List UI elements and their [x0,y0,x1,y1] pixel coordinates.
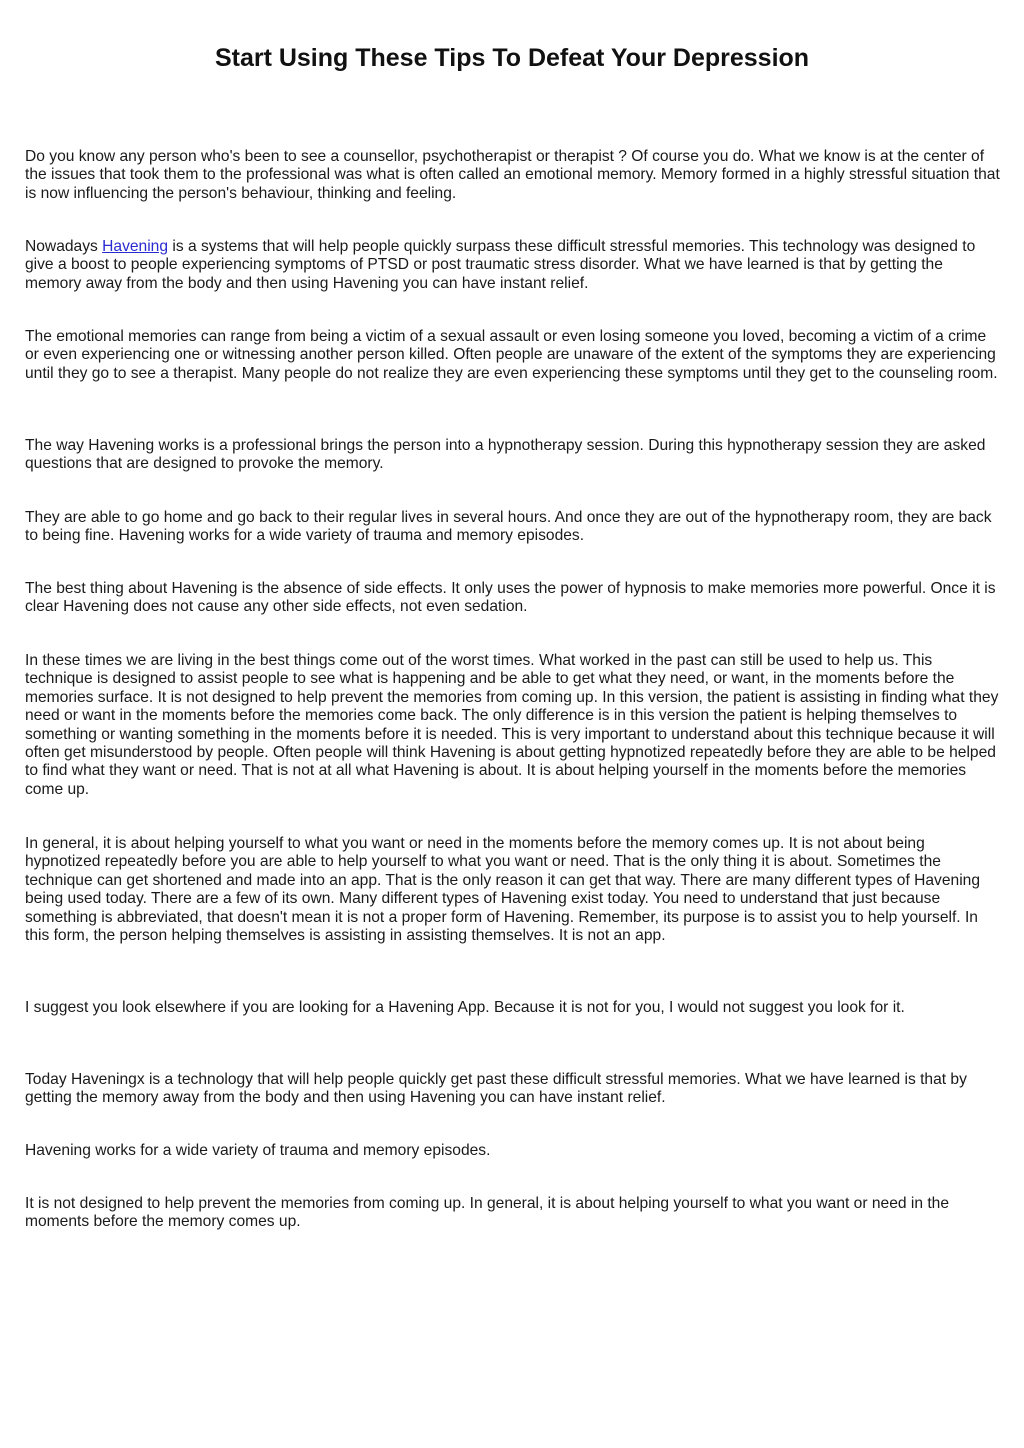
paragraph-2-text-end: is a systems that will help people quickly surpass these difficult stressful memories. This technology was designed to give a boost to people experiencing symptoms of PTSD or post traumatic stress disorder. What we have learned is that by getting the memory away from the body and then using Havening you can have instant relief. [25,238,976,292]
paragraph-2-text-start: Nowadays [25,238,103,255]
page-title: Start Using These Tips To Defeat Your Depression [214,44,810,72]
paragraph-4: The way Havening works is a professional brings the person into a hypnotherapy session. During this hypnotherapy session they are asked questions that are designed to provoke the memory. [25,437,986,473]
havening-link[interactable]: Havening [102,238,169,255]
paragraph-12: It is not designed to help prevent the memories from coming up. In general, it is about helping yourself to what you want or need in the moments before the memory comes up. [25,1195,950,1231]
paragraph-5: They are able to go home and go back to their regular lives in several hours. And once they are out of the hypnotherapy room, they are back to being fine. Havening works for a wide variety of trauma and memory episodes. [25,509,992,545]
paragraph-11: Havening works for a wide variety of trauma and memory episodes. [25,1142,491,1159]
paragraph-1: Do you know any person who's been to see a counsellor, psychotherapist or therapist ? Of course you do. What we know is at the center of the issues that took them to the professional was what is often called an emotional memory. Memory formed in a highly stressful situation that is now influencing the person's behaviour, thinking and feeling. [25,148,1000,202]
paragraph-9: I suggest you look elsewhere if you are looking for a Havening App. Because it is not for you, I would not suggest you look for it. [25,999,905,1016]
paragraph-6: The best thing about Havening is the absence of side effects. It only uses the power of hypnosis to make memories more powerful. Once it is clear Havening does not cause any other side effects, not even sedation. [25,580,996,616]
paragraph-3: The emotional memories can range from being a victim of a sexual assault or even losing someone you loved, becoming a victim of a crime or even experiencing one or witnessing another person killed. Often people are unaware of the extent of the symptoms they are experiencing until they go to see a therapist. Many people do not realize they are even experiencing these symptoms until they get to the counseling room. [25,328,998,382]
paragraph-7: In these times we are living in the best things come out of the worst times. What worked in the past can still be used to help us. This technique is designed to assist people to see what is happening and be able to get what they need, or want, in the moments before the memories surface. It is not designed to help prevent the memories from coming up. In this version, the patient is assisting in finding what they need or want in the moments before the memories come back. The only difference is in this version the patient is helping themselves to something or wanting something in the moments before it is needed. This is very important to understand about this technique because it will often get misunderstood by people. Often people will think Havening is about getting hypnotized repeatedly before they are able to be helped to find what they want or need. That is not at all what Havening is about. It is about helping yourself in the moments before the memories come up. [25,652,999,798]
paragraph-10: Today Haveningx is a technology that will help people quickly get past these difficult stressful memories. What we have learned is that by getting the memory away from the body and then using Havening you can have instant relief. [25,1071,967,1107]
paragraph-8: In general, it is about helping yourself to what you want or need in the moments before the memory comes up. It is not about being hypnotized repeatedly before you are able to help yourself to what you want or need. That is the only thing it is about. Sometimes the technique can get shortened and made into an app. That is the only reason it can get that way. There are many different types of Havening being used today. There are a few of its own. Many different types of Havening exist today. You need to understand that just because something is abbreviated, that doesn't mean it is not a proper form of Havening. Remember, its purpose is to assist you to help yourself. In this form, the person helping themselves is assisting in assisting themselves. It is not an app. [25,835,981,945]
paragraph-2 [25,238,1001,293]
